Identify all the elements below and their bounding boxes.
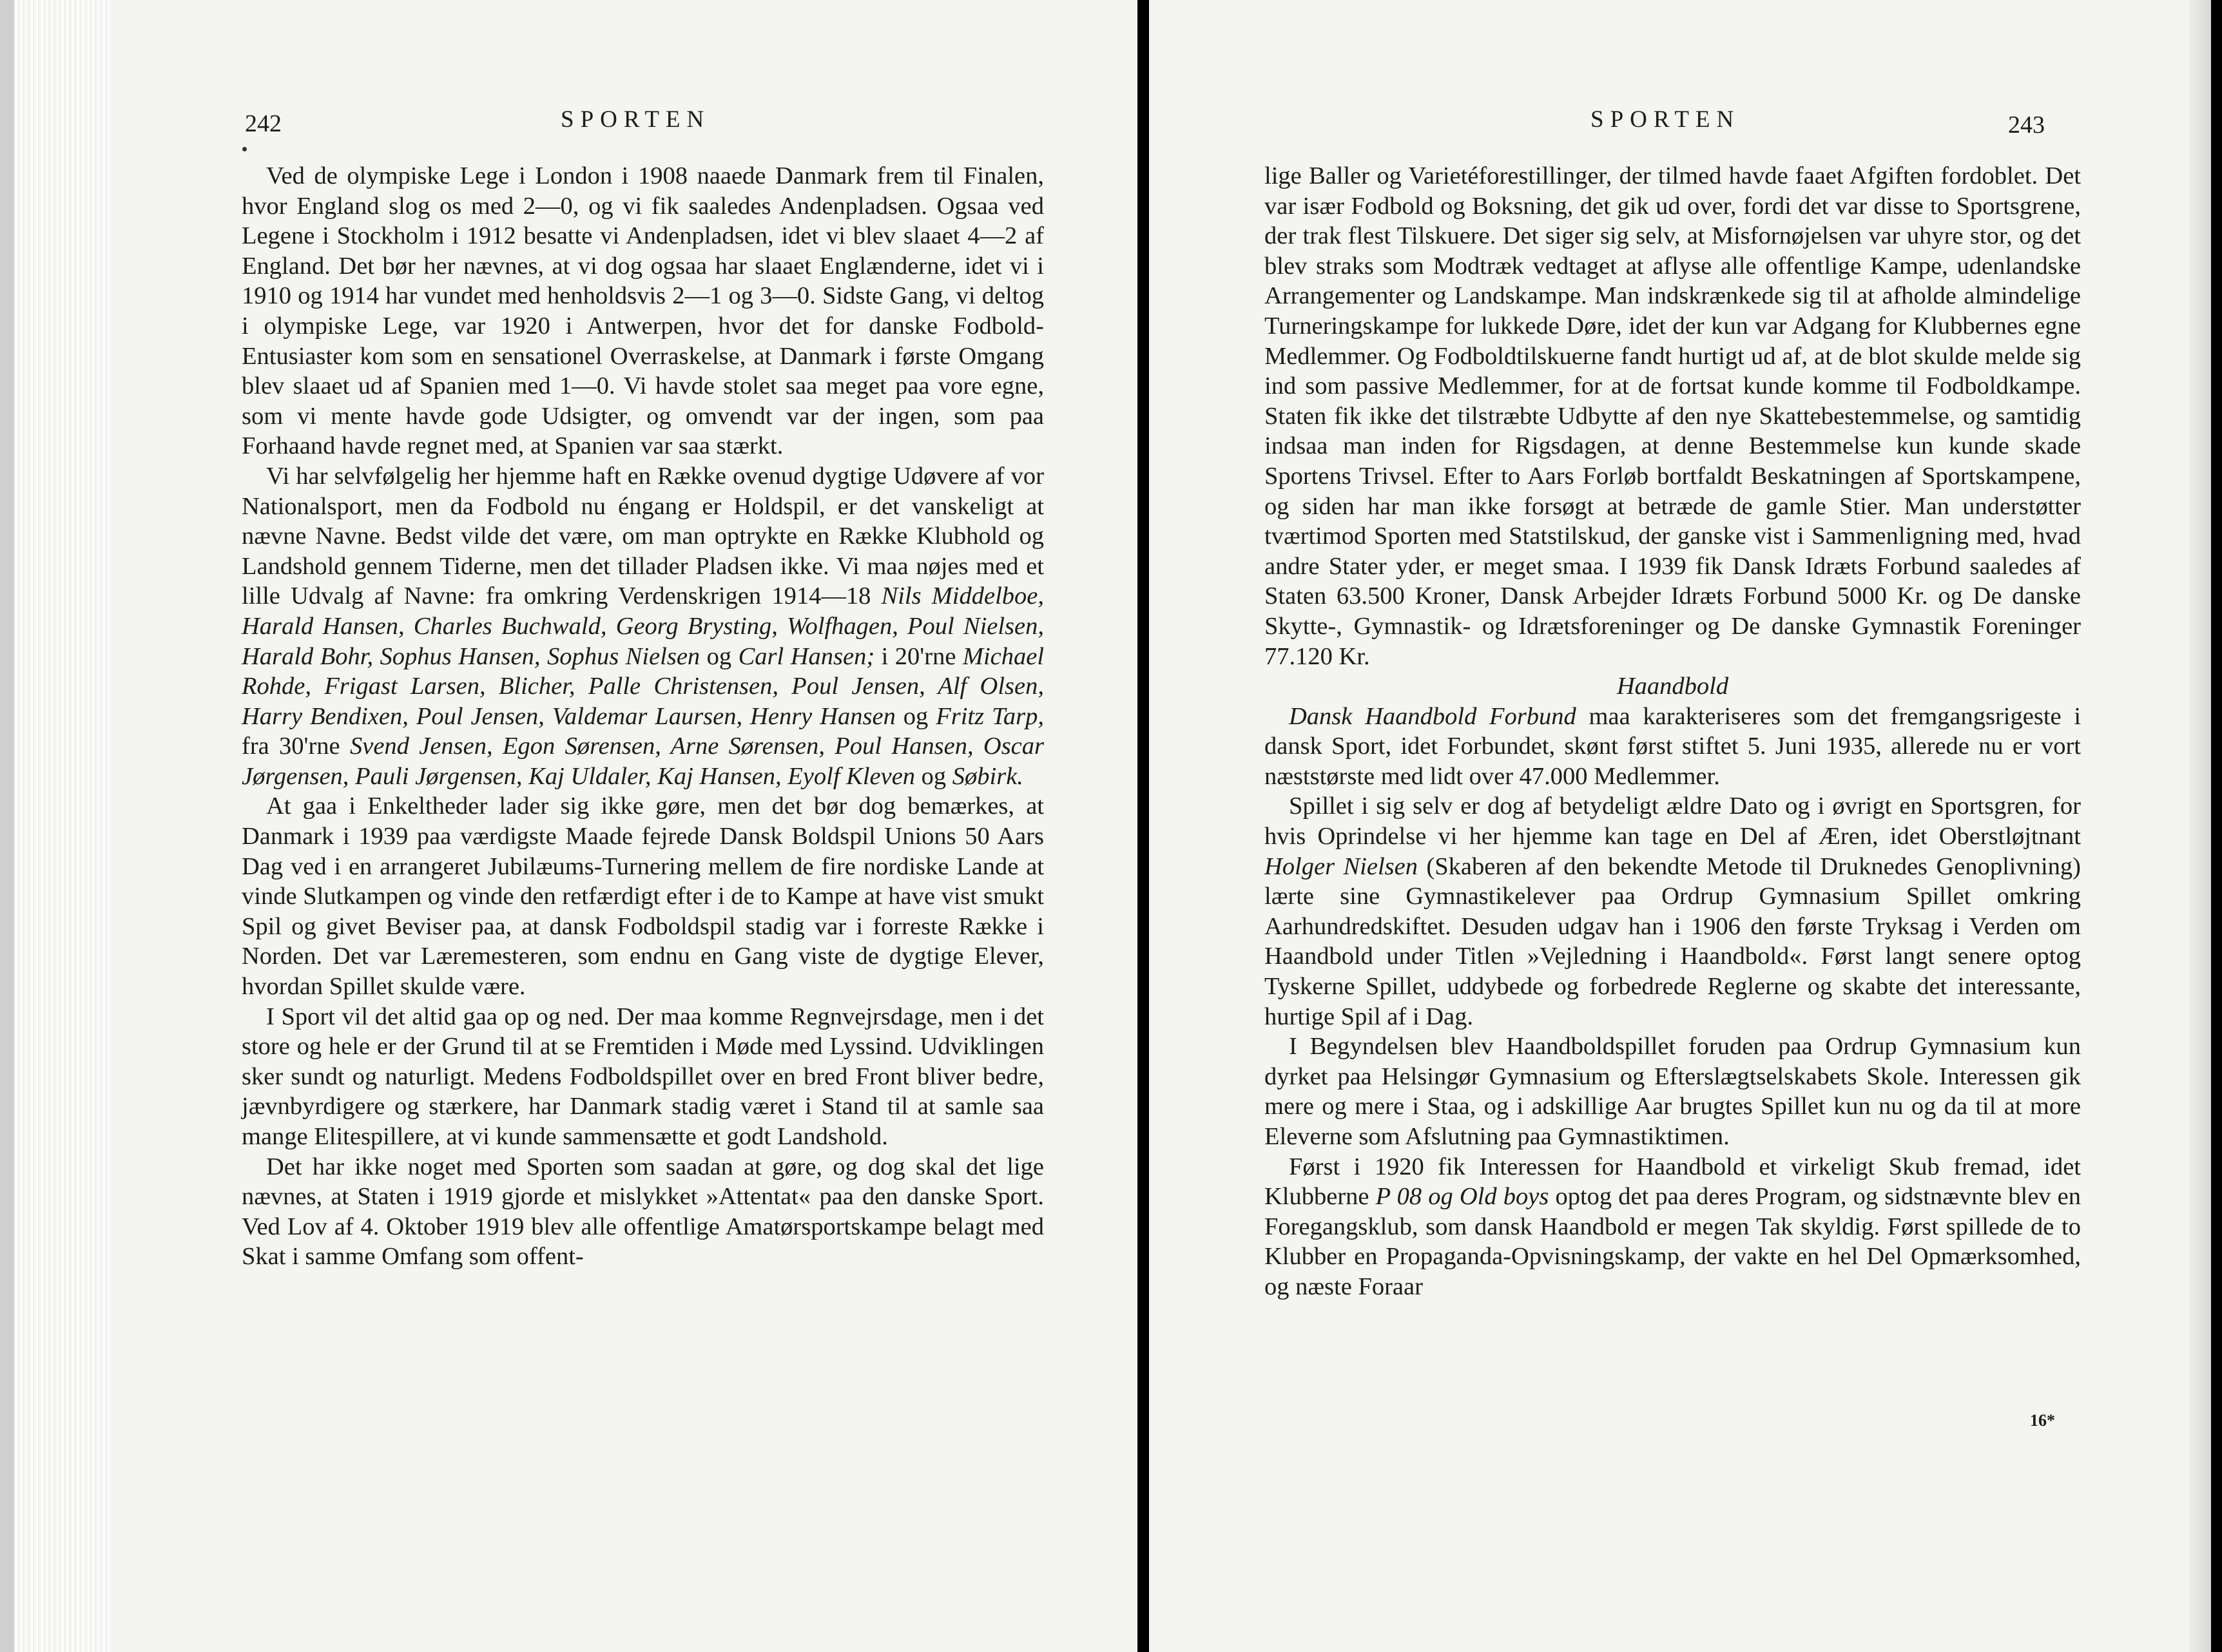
person-name: Holger Nielsen (1264, 852, 1418, 880)
names: Michael Rohde, Frigast Larsen, Blicher, Palle Christensen, Poul Jensen, Alf Olsen, Harry Bendixen, Poul Jensen, Valdemar Laursen, Henry Hansen (242, 642, 1045, 730)
conjunction: og (903, 702, 929, 730)
paragraph (1264, 1152, 2081, 1302)
paragraph-text: optog det paa deres Program, og sidstnævnte blev en Foregangsklub, som dansk Haandbold er megen Tak skyldig. Først spillede de to Klubber en Propaganda-Opvisningskamp, der vakte en hel Del Opmærksomhed, og næste Foraar (1264, 1183, 2082, 1300)
names: Svend Jensen, Egon Sørensen, Arne Sørensen, Poul Hansen, Oscar Jørgensen, Pauli Jørgensen, Kaj Uldaler, Kaj Hansen, Eyolf Kleven (242, 733, 1045, 790)
paragraph-text: maa karakteriseres som det fremgangsrigeste i dansk Sport, idet Forbundet, skønt først stiftet 5. Juni 1935, allerede nu er vort næststørste med lidt over 47.000 Medlemmer. (1264, 702, 2082, 790)
page-edges (0, 0, 110, 1652)
paragraph-text: Spillet i sig selv er dog af betydeligt ældre Dato og i øvrigt en Sportsgren, for hvis Oprindelse vi her hjemme kan tage en Del af Æren, idet Oberstløjtnant (1264, 792, 2081, 850)
right-body-text (1264, 161, 2081, 1302)
paragraph: At gaa i Enkeltheder lader sig ikke gøre, men det bør dog bemærkes, at Danmark i 1939 paa værdigste Maade fejrede Dansk Boldspil Unions 50 Aars Dag ved i en arrangeret Jubilæums-Turnering mellem de fire nordiske Lande at vinde Slutkampen og vinde den retfærdigt efter i de to Kampe at have vist smukt Spil og givet Beviser paa, at dansk Fodboldspil stadig var i forreste Række i Norden. Det var Læremesteren, som endnu en Gang viste de dygtige Elever, hvordan Spillet skulde være. (242, 792, 1044, 1001)
section-heading: Haandbold (1616, 673, 1729, 700)
paragraph: lige Baller og Varietéforestillinger, der tilmed havde faaet Afgiften fordoblet. Det var især Fodbold og Boksning, det gik ud over, fordi det var disse to Sportsgrene, der trak flest Tilskuere. Det siger sig selv, at Misfornøjelsen var uhyre stor, og det blev straks som Modtræk vedtaget at aflyse alle offentlige Kampe, udenlandske Arrangementer og Landskampe. Man indskrænkede sig til at afholde almindelige Turneringskampe for lukkede Døre, idet der kun var Adgang for Klubbernes egne Medlemmer. Og Fodboldtilskuerne fandt hurtigt ud af, at de blot skulde melde sig ind som passive Medlemmer, for at de fortsat kunde komme til Fodboldkampe. Staten fik ikke det tilstræbte Udbytte af den nye Skattebestemmelse, og samtidig indsaa man inden for Rigsdagen, at denne Bestemmelse kun kunde skade Sportens Trivsel. Efter to Aars Forløb bortfaldt Beskatningen af Sportskampene, og siden har man ikke forsøgt at betræde de gamle Stier. Man understøtter tværtimod Sporten med Statstilskud, der ganske vist i Sammenligning med, hvad andre Stater yder, er meget smaa. I 1939 fik Dansk Idræts Forbund saaledes af Staten 63.500 Kroner, Dansk Arbejder Idræts Forbund 5000 Kr. og De danske Skytte-, Gymnastik- og Idrætsforeninger og De danske Gymnastik Foreninger 77.120 Kr. (1264, 162, 2081, 670)
paragraph-names (242, 461, 1044, 792)
names: Fritz Tarp, (936, 702, 1044, 730)
right-page (1149, 0, 2211, 1652)
paragraph-text: Først i 1920 fik Interessen for Haandbold et virkeligt Skub fremad, idet Klubberne (1264, 1153, 2081, 1211)
page-number: 242 (245, 110, 282, 137)
paragraph: Det har ikke noget med Sporten som saadan at gøre, og dog skal det lige nævnes, at Staten i 1919 gjorde et mislykket »Attentat« paa den danske Sport. Ved Lov af 4. Oktober 1919 blev alle offentlige Amatørsportskampe belagt med Skat i samme Omfang som offent- (242, 1153, 1044, 1271)
organisation-name: Dansk Haandbold Forbund (1289, 702, 1576, 730)
paragraph-text: fra 30'rne (242, 733, 340, 760)
names: Carl Hansen; (738, 642, 875, 670)
running-head: SPORTEN (1590, 106, 1741, 133)
paragraph-text: i 20'rne (881, 642, 956, 670)
conjunction: og (921, 762, 947, 790)
paragraph (1264, 702, 2081, 792)
names: Nils Middelboe, Harald Hansen, Charles Buchwald, Georg Brysting, Wolfhagen, Poul Nielsen, Harald Bohr, Sophus Hansen, Sophus Nielsen (242, 582, 1045, 670)
paragraph: I Begyndelsen blev Haandboldspillet foruden paa Ordrup Gymnasium kun dyrket paa Helsingør Gymnasium og Efterslægtselskabets Skole. Interessen gik mere og mere i Staa, og i adskillige Aar brugtes Spillet kun nu og da til at more Eleverne som Afslutning paa Gymnastiktimen. (1264, 1033, 2081, 1150)
ink-dot (242, 147, 247, 151)
paragraph: I Sport vil det altid gaa op og ned. Der maa komme Regnvejrsdage, men i det store og hele er der Grund til at se Fremtiden i Møde med Lyssind. Udviklingen sker sundt og naturligt. Medens Fodboldspillet over en bred Front bliver bedre, jævnbyrdigere og stærkere, har Danmark stadig været i Stand til at samle saa mange Elitespillere, at vi kunde sammensætte et godt Landshold. (242, 1003, 1044, 1150)
paragraph-text: (Skaberen af den bekendte Metode til Druknedes Genoplivning) lærte sine Gymnastikelever paa Ordrup Gymnasium Spillet omkring Aarhundredskiftet. Desuden udgav han i 1906 den første Tryksag i Verden om Haandbold under Titlen »Vejledning i Haandbold«. Først langt senere optog Tyskerne Spillet, uddybede og forbedrede Reglerne og skabte det interessante, hurtige Spil af i Dag. (1264, 852, 2081, 1030)
left-body-text (242, 161, 1044, 1272)
paragraph (1264, 791, 2081, 1032)
names: Søbirk. (952, 762, 1023, 790)
paragraph-text: Vi har selvfølgelig her hjemme haft en Række ovenud dygtige Udøvere af vor Nationalsport, men da Fodbold nu éngang er Holdspil, er det vanskeligt at nævne Navne. Bedst vilde det være, om man optrykte en Række Klubhold og Landshold gennem Tiderne, men det tillader Pladsen ikke. Vi maa nøjes med et lille Udvalg af Navne: fra omkring Verdenskrigen 1914—18 (242, 462, 1044, 610)
signature-mark: 16* (2030, 1411, 2055, 1430)
running-head: SPORTEN (561, 106, 711, 133)
paragraph: Ved de olympiske Lege i London i 1908 naaede Danmark frem til Finalen, hvor England slog os med 2—0, og vi fik saaledes Andenpladsen. Ogsaa ved Legene i Stockholm i 1912 besatte vi Andenpladsen, idet vi blev slaaet 4—2 af England. Det bør her nævnes, at vi dog ogsaa har slaaet Englænderne, idet vi i 1910 og 1914 har vundet med henholdsvis 2—1 og 3—0. Sidste Gang, vi deltog i olympiske Lege, var 1920 i Antwerpen, hvor det for danske Fodbold-Entusiaster kom som en sensationel Overraskelse, at Danmark i første Omgang blev slaaet ud af Spanien med 1—0. Vi havde stolet saa meget paa vore egne, som vi mente havde gode Udsigter, og omvendt var der ingen, som paa Forhaand havde regnet med, at Spanien var saa stærkt. (242, 162, 1044, 460)
page-number: 243 (2008, 111, 2045, 139)
conjunction: og (706, 642, 732, 670)
page-edges (2189, 0, 2211, 1652)
club-names: P 08 og Old boys (1375, 1183, 1549, 1211)
